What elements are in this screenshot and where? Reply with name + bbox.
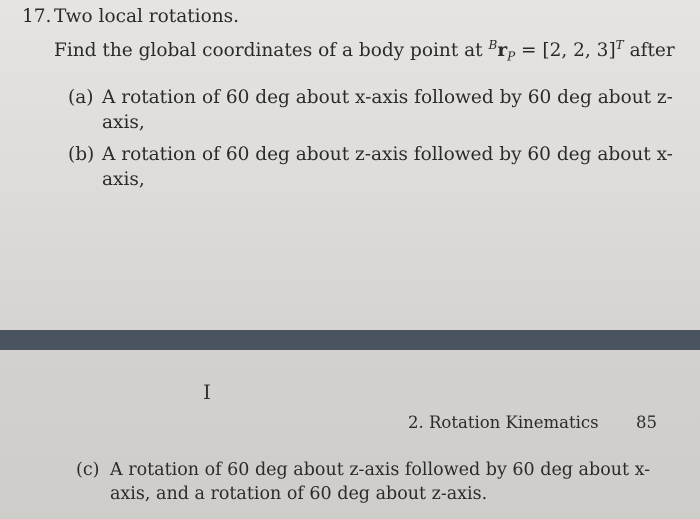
prompt-text-after: after	[623, 40, 675, 61]
page-number: 85	[636, 413, 657, 432]
prompt-text-before: Find the global coordinates of a body point at	[54, 40, 489, 61]
item-c-label: (c)	[76, 460, 100, 480]
item-b-label: (b)	[68, 144, 95, 165]
frame-superscript: B	[488, 37, 498, 52]
problem-number: 17.	[22, 6, 52, 27]
item-b-line2: axis,	[102, 169, 145, 190]
item-b-line1: A rotation of 60 deg about z-axis followed by 60 deg about x-	[102, 144, 673, 165]
item-c-line2: axis, and a rotation of 60 deg about z-axis.	[110, 484, 488, 504]
text-cursor-icon: I	[203, 380, 211, 404]
transpose-superscript: T	[615, 37, 624, 52]
item-c-line1: A rotation of 60 deg about z-axis followed by 60 deg about x-	[110, 460, 651, 480]
point-subscript: P	[507, 49, 516, 64]
position-vector: r	[497, 40, 508, 61]
page-divider-band	[0, 330, 700, 350]
item-a-label: (a)	[68, 87, 94, 108]
vector-value: = [2, 2, 3]	[515, 40, 616, 61]
problem-title: Two local rotations.	[54, 6, 239, 27]
item-a-line1: A rotation of 60 deg about x-axis followed by 60 deg about z-	[102, 87, 673, 108]
item-a-line2: axis,	[102, 112, 145, 133]
running-head-section: 2. Rotation Kinematics	[408, 413, 599, 432]
problem-prompt	[54, 37, 675, 64]
